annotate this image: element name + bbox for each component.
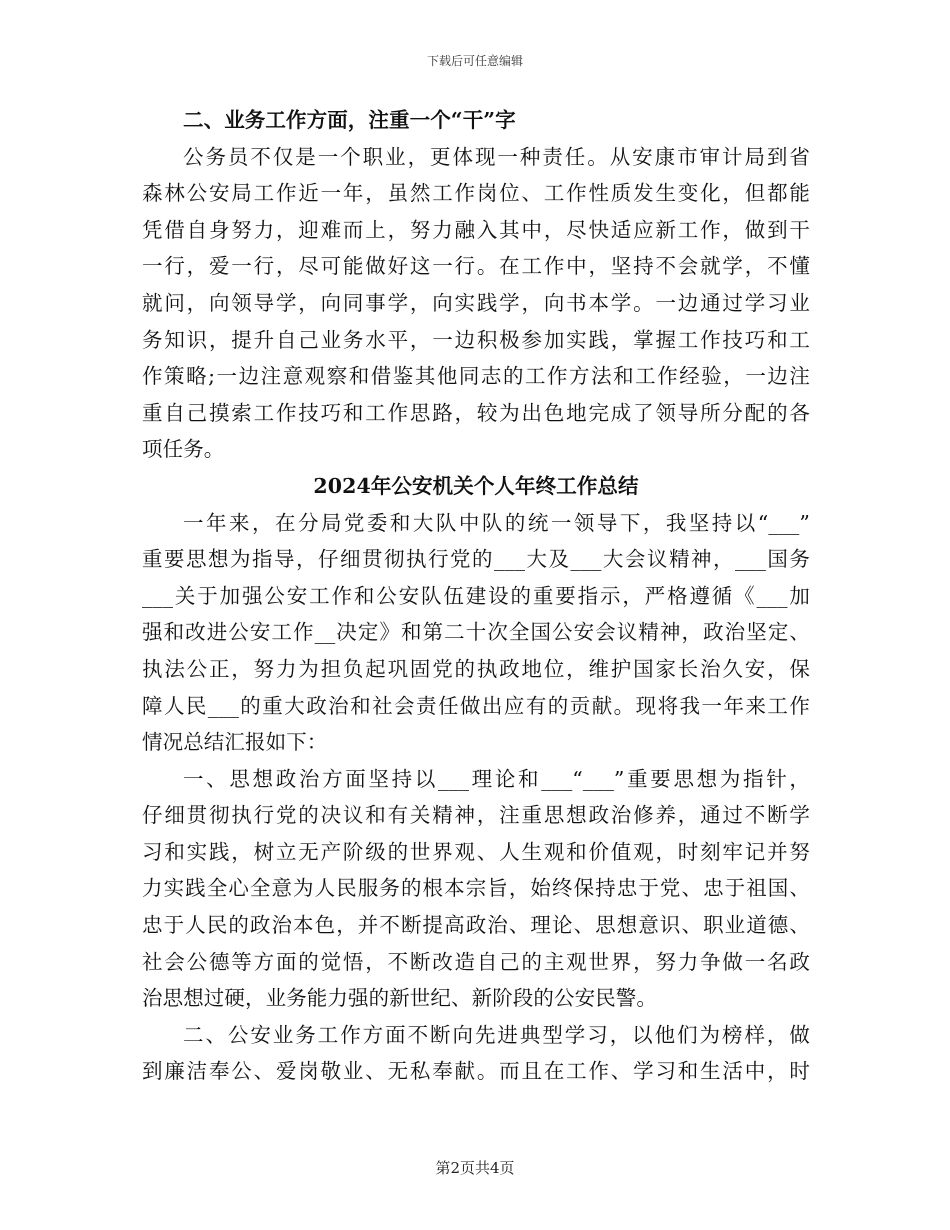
paragraph-line: 一、思想政治方面坚持以___理论和___“___”重要思想为指针， xyxy=(183,766,810,791)
paragraph-line: 就问，向领导学，向同事学，向实践学，向书本学。一边通过学习业 xyxy=(142,290,810,315)
paragraph-line: 公务员不仅是一个职业，更体现一种责任。从安康市审计局到省 xyxy=(183,144,810,169)
paragraph-line: 重要思想为指导，仔细贯彻执行党的___大及___大会议精神，___国务 xyxy=(142,547,810,572)
paragraph-line: 障人民___的重大政治和社会责任做出应有的贡献。现将我一年来工作 xyxy=(142,693,810,718)
paragraph-line: 一行，爱一行，尽可能做好这一行。在工作中，坚持不会就学，不懂 xyxy=(142,254,810,279)
page-number-footer: 第2页共4页 xyxy=(435,1159,515,1177)
paragraph-line: 到廉洁奉公、爱岗敬业、无私奉献。而且在工作、学习和生活中，时 xyxy=(142,1059,810,1084)
paragraph-line: 社会公德等方面的觉悟，不断改造自己的主观世界，努力争做一名政 xyxy=(142,949,810,974)
section-title: 2024年公安机关个人年终工作总结 xyxy=(313,473,639,498)
paragraph-line: 习和实践，树立无产阶级的世界观、人生观和价值观，时刻牢记并努 xyxy=(142,839,810,864)
paragraph-line: 重自己摸索工作技巧和工作思路，较为出色地完成了领导所分配的各 xyxy=(142,400,810,425)
paragraph-line: 强和改进公安工作__决定》和第二十次全国公安会议精神，政治坚定、 xyxy=(142,620,810,645)
paragraph-line: 二、公安业务工作方面不断向先进典型学习，以他们为榜样，做 xyxy=(183,1022,810,1047)
paragraph-line: 凭借自身努力，迎难而上，努力融入其中，尽快适应新工作，做到干 xyxy=(142,217,810,242)
paragraph-line: 森林公安局工作近一年，虽然工作岗位、工作性质发生变化，但都能 xyxy=(142,181,810,206)
paragraph-line: ___关于加强公安工作和公安队伍建设的重要指示，严格遵循《___加 xyxy=(142,583,810,608)
paragraph-line: 项任务。 xyxy=(142,437,225,462)
paragraph-line: 忠于人民的政治本色，并不断提高政治、理论、思想意识、职业道德、 xyxy=(142,913,810,938)
paragraph-line: 务知识，提升自己业务水平，一边积极参加实践，掌握工作技巧和工 xyxy=(142,327,810,352)
paragraph-line: 执法公正，努力为担负起巩固党的执政地位，维护国家长治久安，保 xyxy=(142,656,810,681)
paragraph-line: 一年来，在分局党委和大队中队的统一领导下，我坚持以“___” xyxy=(183,510,810,535)
paragraph-line: 力实践全心全意为人民服务的根本宗旨，始终保持忠于党、忠于祖国、 xyxy=(142,876,810,901)
paragraph-line: 仔细贯彻执行党的决议和有关精神，注重思想政治修养，通过不断学 xyxy=(142,803,810,828)
paragraph-line: 情况总结汇报如下： xyxy=(142,730,328,755)
paragraph-line: 作策略;一边注意观察和借鉴其他同志的工作方法和工作经验，一边注 xyxy=(142,364,810,389)
document-body xyxy=(142,102,810,1090)
header-note: 下载后可任意编辑 xyxy=(426,54,523,68)
paragraph-line: 治思想过硬，业务能力强的新世纪、新阶段的公安民警。 xyxy=(142,986,657,1011)
section-heading: 二、业务工作方面，注重一个“干”字 xyxy=(183,108,516,132)
